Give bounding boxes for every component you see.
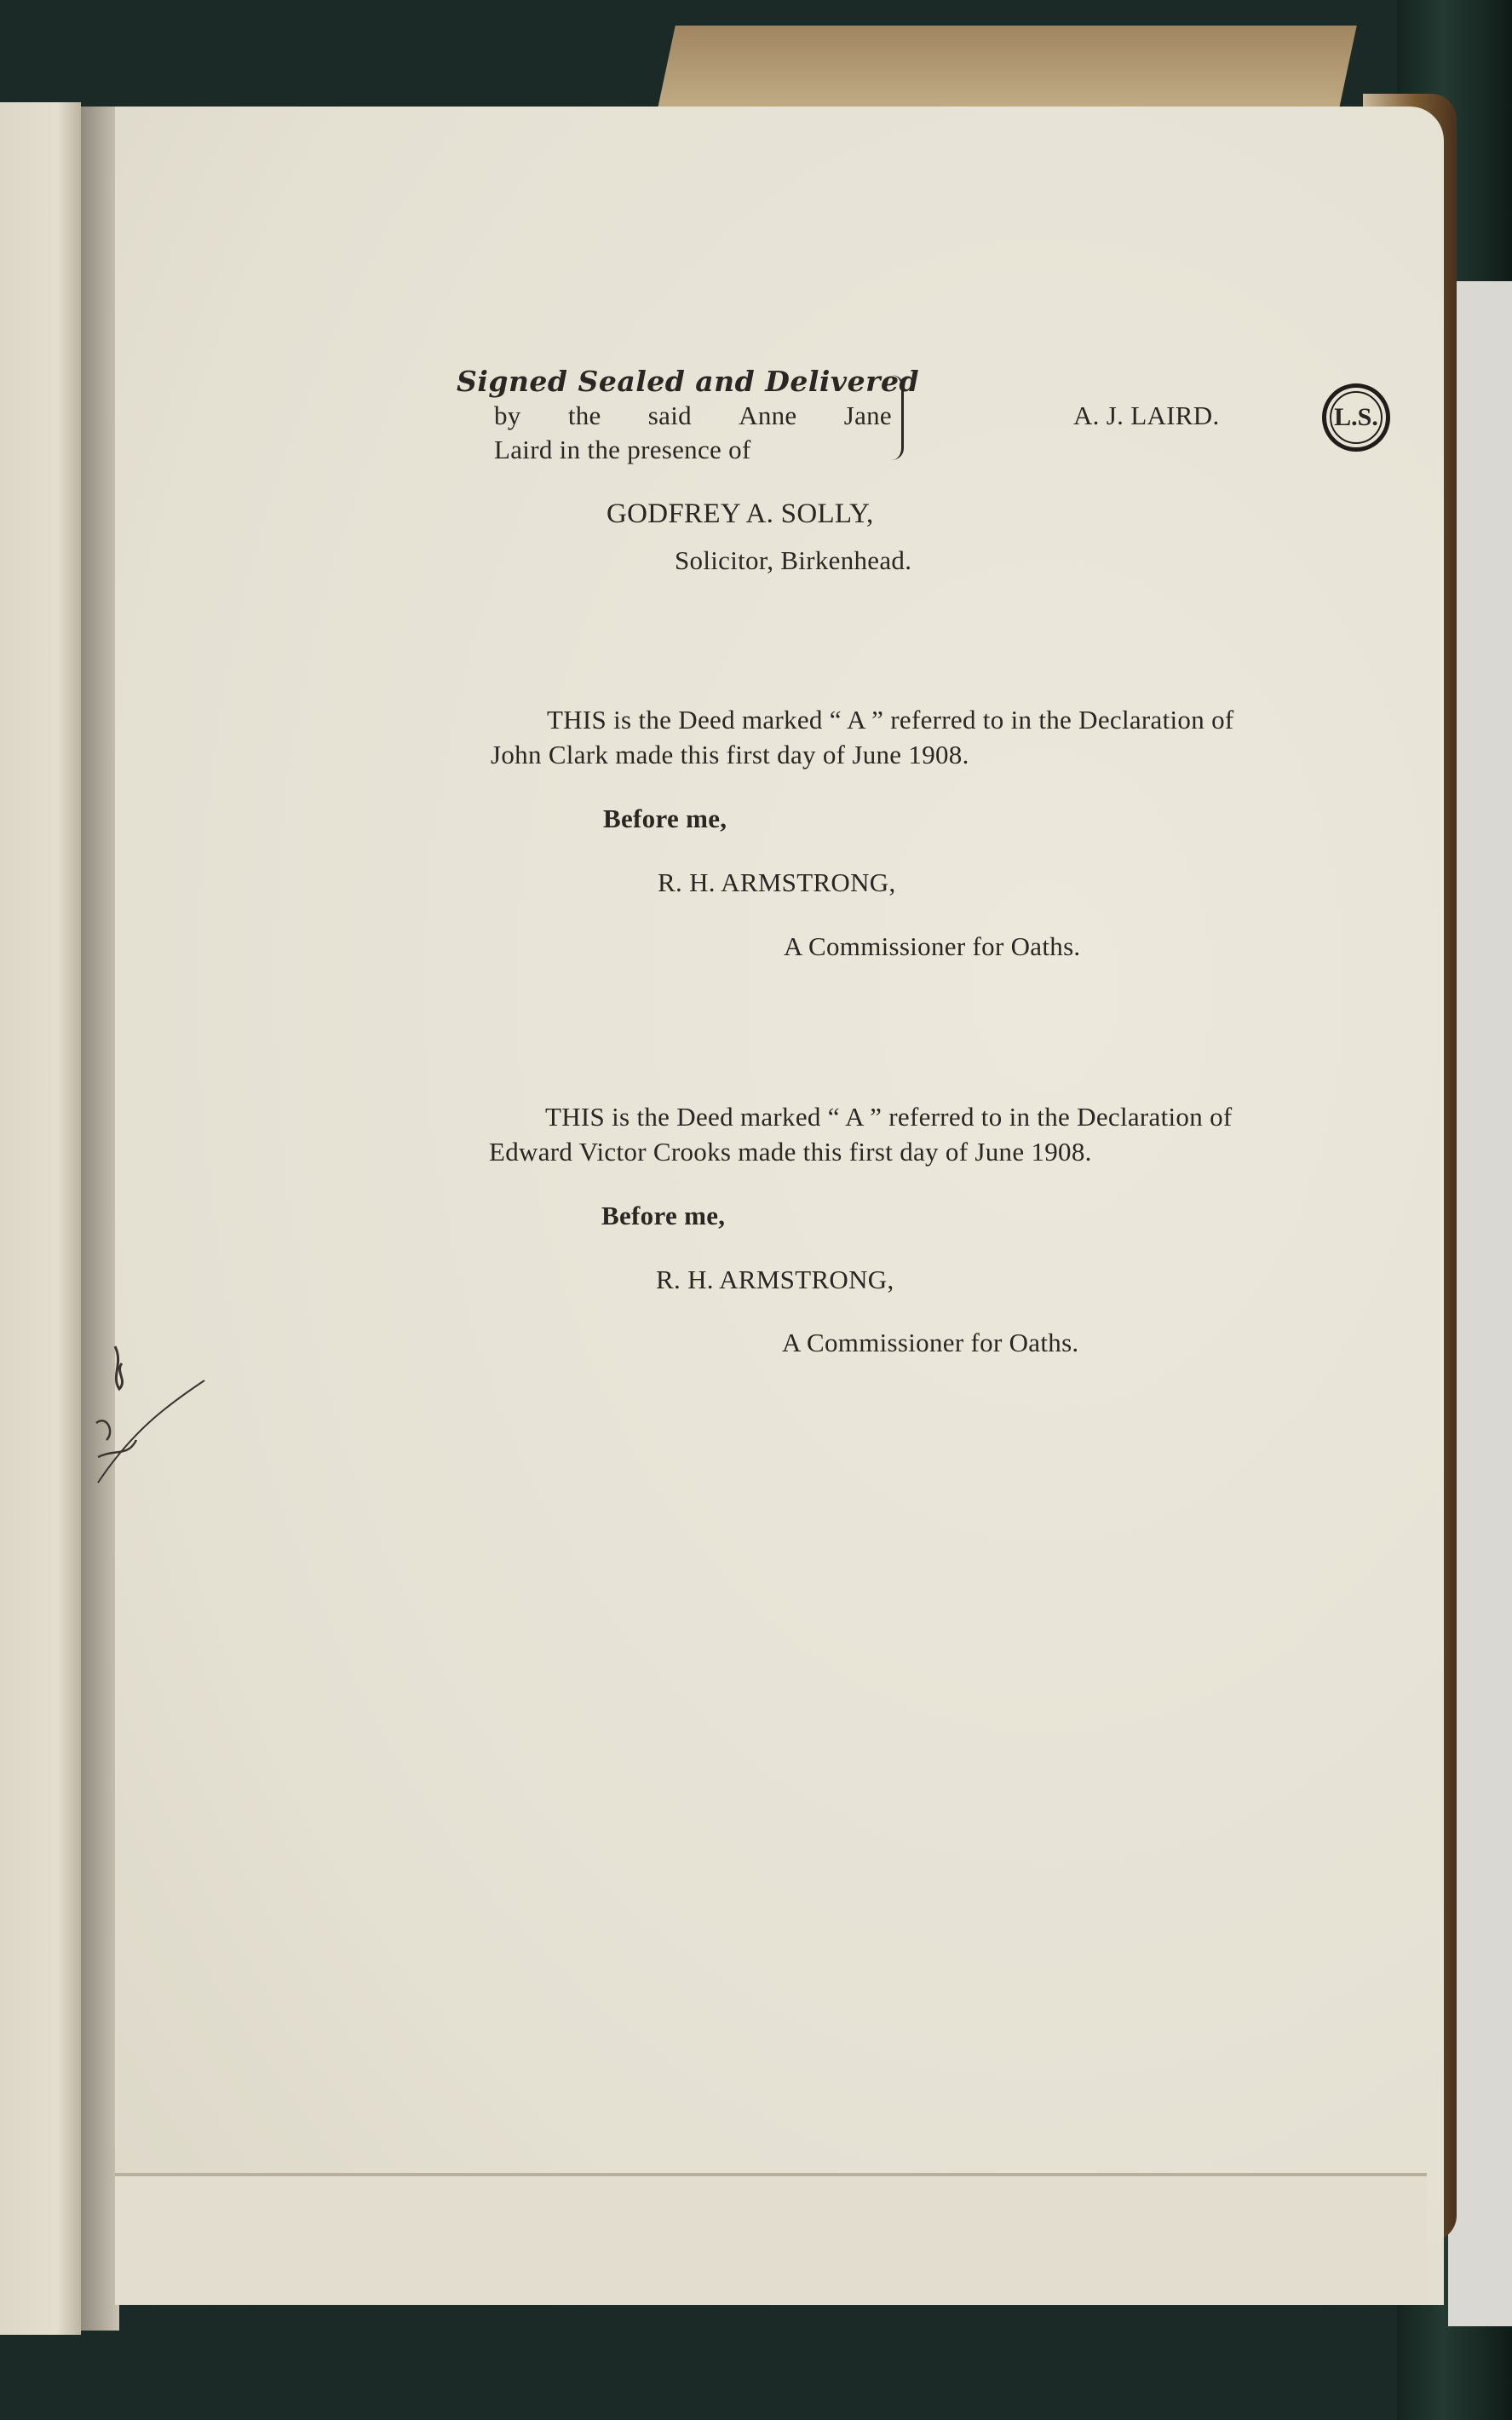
attestation-heading: Signed Sealed and Delivered bbox=[457, 365, 920, 398]
attestation-line-2 bbox=[494, 400, 892, 431]
folded-flap bbox=[115, 2176, 1427, 2304]
attestation-word: Anne bbox=[739, 400, 797, 430]
attestation-line-3: Laird in the presence of bbox=[494, 435, 751, 464]
declaration-2-line-1: THIS is the Deed marked “ A ” referred to in the Declaration of bbox=[545, 1102, 1233, 1132]
book-gutter bbox=[81, 107, 119, 2331]
declaration-2-commissioner-title: A Commissioner for Oaths. bbox=[782, 1328, 1079, 1357]
attestation-word: the bbox=[567, 400, 601, 430]
pencil-scribble bbox=[81, 1329, 209, 1517]
declaration-1-line-2: John Clark made this first day of June 1908. bbox=[491, 740, 969, 769]
witness-title: Solicitor, Birkenhead. bbox=[675, 545, 912, 575]
witness-name: GODFREY A. SOLLY, bbox=[607, 498, 874, 529]
document-page bbox=[115, 107, 1444, 2305]
facing-page bbox=[0, 102, 81, 2335]
declaration-2-before: Before me, bbox=[601, 1201, 726, 1230]
signatory-name: A. J. LAIRD. bbox=[1073, 400, 1220, 430]
attestation-word: by bbox=[494, 400, 521, 430]
attestation-word: said bbox=[647, 400, 692, 430]
declaration-1-commissioner-title: A Commissioner for Oaths. bbox=[784, 931, 1081, 961]
declaration-2-line-2: Edward Victor Crooks made this first day of June 1908. bbox=[489, 1137, 1092, 1167]
declaration-1-line-1: THIS is the Deed marked “ A ” referred to in the Declaration of bbox=[547, 705, 1234, 735]
seal-stamp bbox=[1322, 383, 1390, 452]
fold-line bbox=[115, 2173, 1427, 2176]
background-card bbox=[1448, 281, 1512, 2326]
declaration-1-before: Before me, bbox=[603, 804, 727, 833]
declaration-2-commissioner: R. H. ARMSTRONG, bbox=[656, 1265, 894, 1294]
declaration-1-commissioner: R. H. ARMSTRONG, bbox=[658, 867, 896, 897]
seal-text: L.S. bbox=[1334, 403, 1378, 431]
curly-brace bbox=[886, 375, 904, 460]
attestation-word: Jane bbox=[843, 400, 892, 430]
